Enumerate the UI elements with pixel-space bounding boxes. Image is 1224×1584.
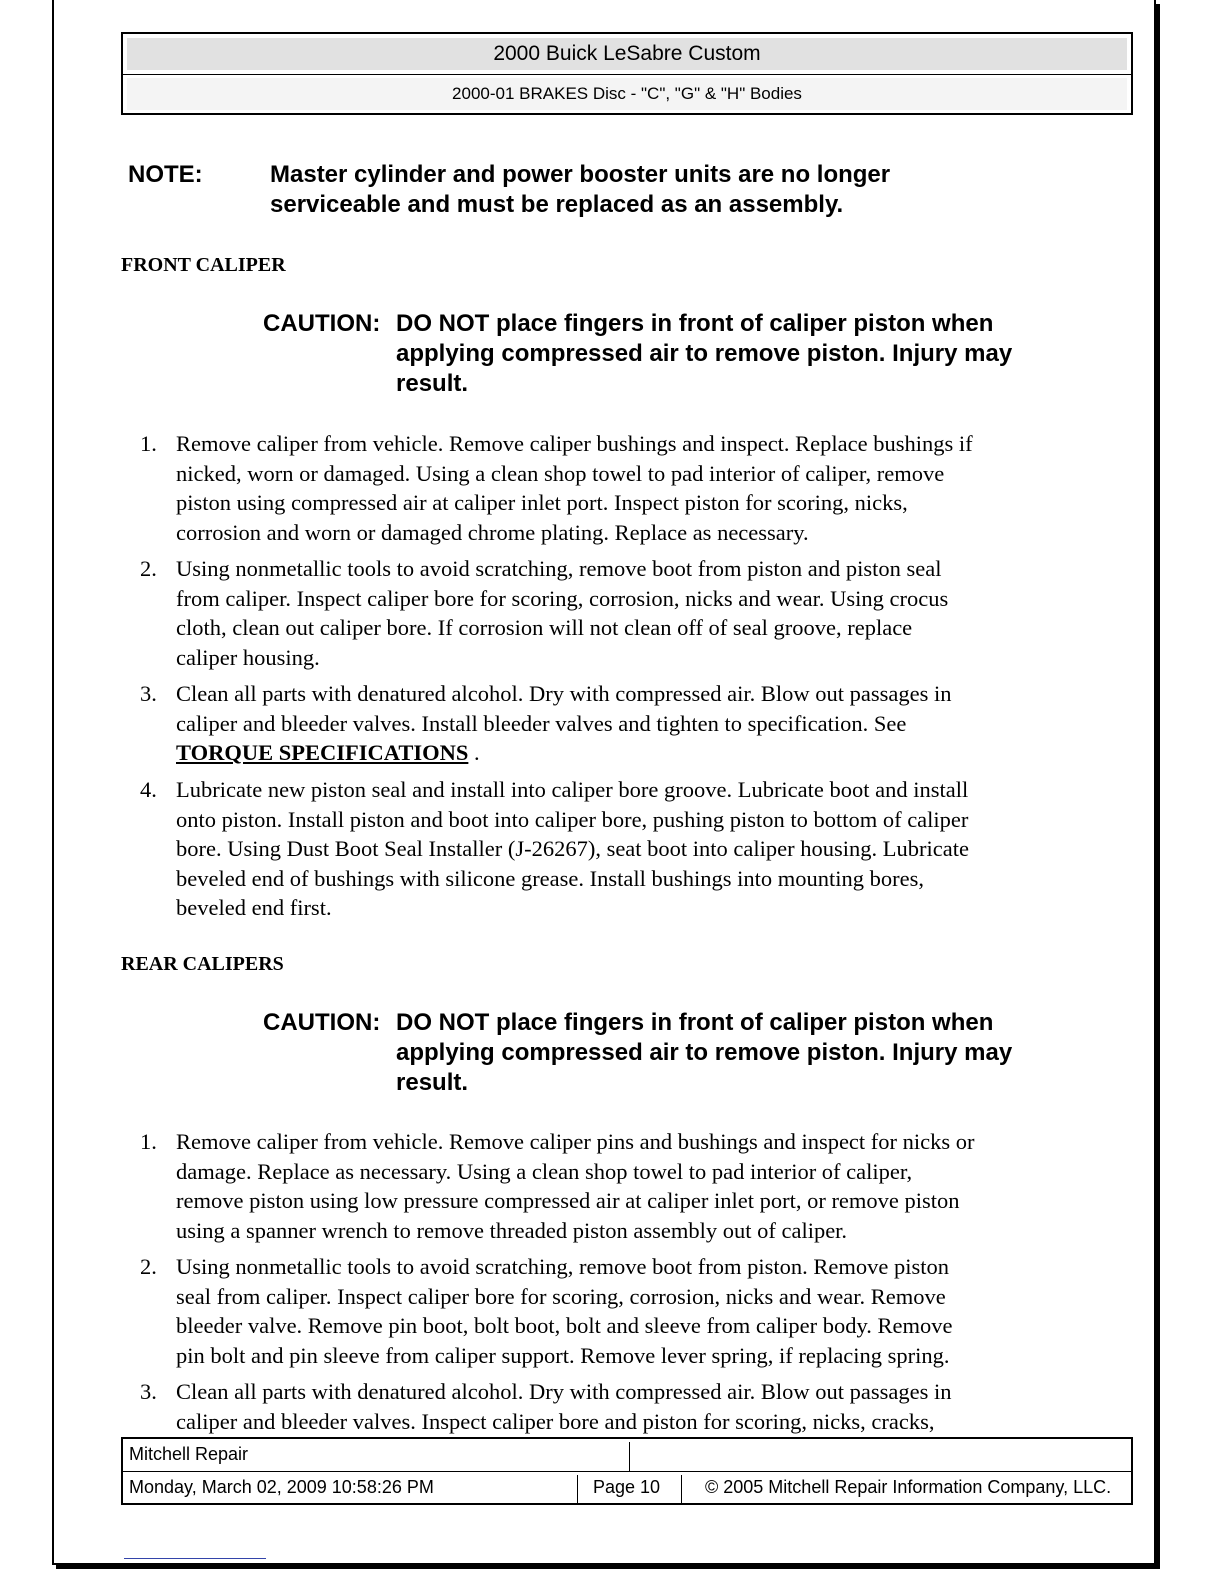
- step-line: nicked, worn or damaged. Using a clean shop towel to pad interior of caliper, remove: [176, 460, 945, 486]
- step-line: caliper housing.: [176, 644, 320, 670]
- caution-text: [396, 309, 1096, 399]
- step-number: 1.: [140, 1129, 157, 1154]
- note-text: [270, 160, 1030, 220]
- step-number: 2.: [140, 556, 157, 581]
- caution-line: DO NOT place fingers in front of caliper piston when: [396, 1009, 994, 1036]
- document-title: 2000 Buick LeSabre Custom: [127, 38, 1127, 70]
- step-line: corrosion and worn or damaged chrome plating. Replace as necessary.: [176, 519, 809, 545]
- step-text: [176, 1377, 1091, 1436]
- step-line: Clean all parts with denatured alcohol. Dry with compressed air. Blow out passages in: [176, 681, 952, 706]
- caution-line: result.: [396, 1069, 469, 1096]
- footer-page-number: Page 10: [593, 1477, 661, 1497]
- step-line: caliper and bleeder valves. Install bleeder valves and tighten to specification. See: [176, 710, 907, 736]
- step-line: cloth, clean out caliper bore. If corrosion will not clean off of seal groove, replace: [176, 615, 913, 641]
- step-text: [176, 429, 1091, 547]
- step-line: Remove caliper from vehicle. Remove caliper bushings and inspect. Replace bushings if: [176, 431, 973, 456]
- caution-line: applying compressed air to remove piston. Injury may: [396, 340, 1013, 367]
- footer-copyright: © 2005 Mitchell Repair Information Company, LLC.: [705, 1477, 1112, 1497]
- step-number: 3.: [140, 681, 157, 706]
- step-line: from caliper. Inspect caliper bore for scoring, corrosion, nicks and wear. Using crocus: [176, 585, 949, 611]
- footer-row: [123, 1439, 1131, 1472]
- step-line: remove piston using low pressure compressed air at caliper inlet port, or remove piston: [176, 1188, 960, 1214]
- step-line: Remove caliper from vehicle. Remove caliper pins and bushings and inspect for nicks or: [176, 1129, 975, 1154]
- step-line: onto piston. Install piston and boot into caliper bore, pushing piston to bottom of caliper: [176, 806, 969, 832]
- step-text: [176, 554, 1091, 672]
- step-line: Lubricate new piston seal and install into caliper bore groove. Lubricate boot and install: [176, 777, 969, 802]
- document-subtitle: 2000-01 BRAKES Disc - "C", "G" & "H" Bodies: [127, 78, 1127, 110]
- bottom-rule: [124, 1558, 266, 1559]
- note-line: serviceable and must be replaced as an assembly.: [270, 191, 844, 218]
- footer-source: Mitchell Repair: [129, 1444, 249, 1464]
- caution-text: [396, 1008, 1096, 1098]
- step-text: [176, 679, 1091, 768]
- caution-line: DO NOT place fingers in front of caliper piston when: [396, 310, 994, 337]
- footer-row: [123, 1472, 1131, 1503]
- step-line: bleeder valve. Remove pin boot, bolt boot, bolt and sleeve from caliper body. Remove: [176, 1313, 953, 1339]
- document-footer: [121, 1437, 1133, 1505]
- footer-divider: [577, 1475, 578, 1503]
- document-header: [121, 32, 1133, 115]
- step-number: 4.: [140, 777, 157, 802]
- step-line: bore. Using Dust Boot Seal Installer (J-26267), seat boot into caliper housing. Lubricate: [176, 836, 969, 862]
- note-line: Master cylinder and power booster units are no longer: [270, 161, 891, 188]
- step-line: damage. Replace as necessary. Using a clean shop towel to pad interior of caliper,: [176, 1158, 913, 1184]
- caution-line: result.: [396, 370, 469, 397]
- footer-timestamp: Monday, March 02, 2009 10:58:26 PM: [129, 1477, 434, 1497]
- step-text: [176, 775, 1091, 923]
- caution-line: applying compressed air to remove piston. Injury may: [396, 1039, 1013, 1066]
- caution-label: CAUTION:: [263, 310, 381, 337]
- link-suffix: .: [468, 740, 480, 766]
- step-line: Clean all parts with denatured alcohol. Dry with compressed air. Blow out passages in: [176, 1379, 952, 1404]
- step-line: beveled end first.: [176, 895, 332, 921]
- step-line: Using nonmetallic tools to avoid scratching, remove boot from piston and piston seal: [176, 556, 942, 581]
- step-line: piston using compressed air at caliper inlet port. Inspect piston for scoring, nicks,: [176, 490, 908, 516]
- footer-divider: [681, 1475, 682, 1503]
- step-number: 2.: [140, 1254, 157, 1279]
- section-heading-rear-calipers: REAR CALIPERS: [121, 953, 284, 975]
- header-divider: [123, 74, 1131, 75]
- note-label: NOTE:: [128, 161, 203, 188]
- footer-divider: [629, 1442, 630, 1471]
- step-line: beveled end of bushings with silicone grease. Install bushings into mounting bores,: [176, 865, 925, 891]
- step-text: [176, 1127, 1091, 1245]
- step-line-with-link: [176, 738, 1091, 768]
- caution-label: CAUTION:: [263, 1009, 381, 1036]
- step-text: [176, 1252, 1091, 1370]
- step-line: Using nonmetallic tools to avoid scratching, remove boot from piston. Remove piston: [176, 1254, 950, 1279]
- step-line: using a spanner wrench to remove threaded piston assembly out of caliper.: [176, 1217, 848, 1243]
- step-number: 3.: [140, 1379, 157, 1404]
- step-line: pin bolt and pin sleeve from caliper support. Remove lever spring, if replacing spring.: [176, 1342, 950, 1368]
- torque-specifications-link[interactable]: TORQUE SPECIFICATIONS: [176, 740, 469, 766]
- section-heading-front-caliper: FRONT CALIPER: [121, 254, 286, 276]
- step-number: 1.: [140, 431, 157, 456]
- step-line: seal from caliper. Inspect caliper bore for scoring, corrosion, nicks and wear. Remove: [176, 1283, 946, 1309]
- step-line: caliper and bleeder valves. Inspect caliper bore and piston for scoring, nicks, cracks,: [176, 1408, 935, 1434]
